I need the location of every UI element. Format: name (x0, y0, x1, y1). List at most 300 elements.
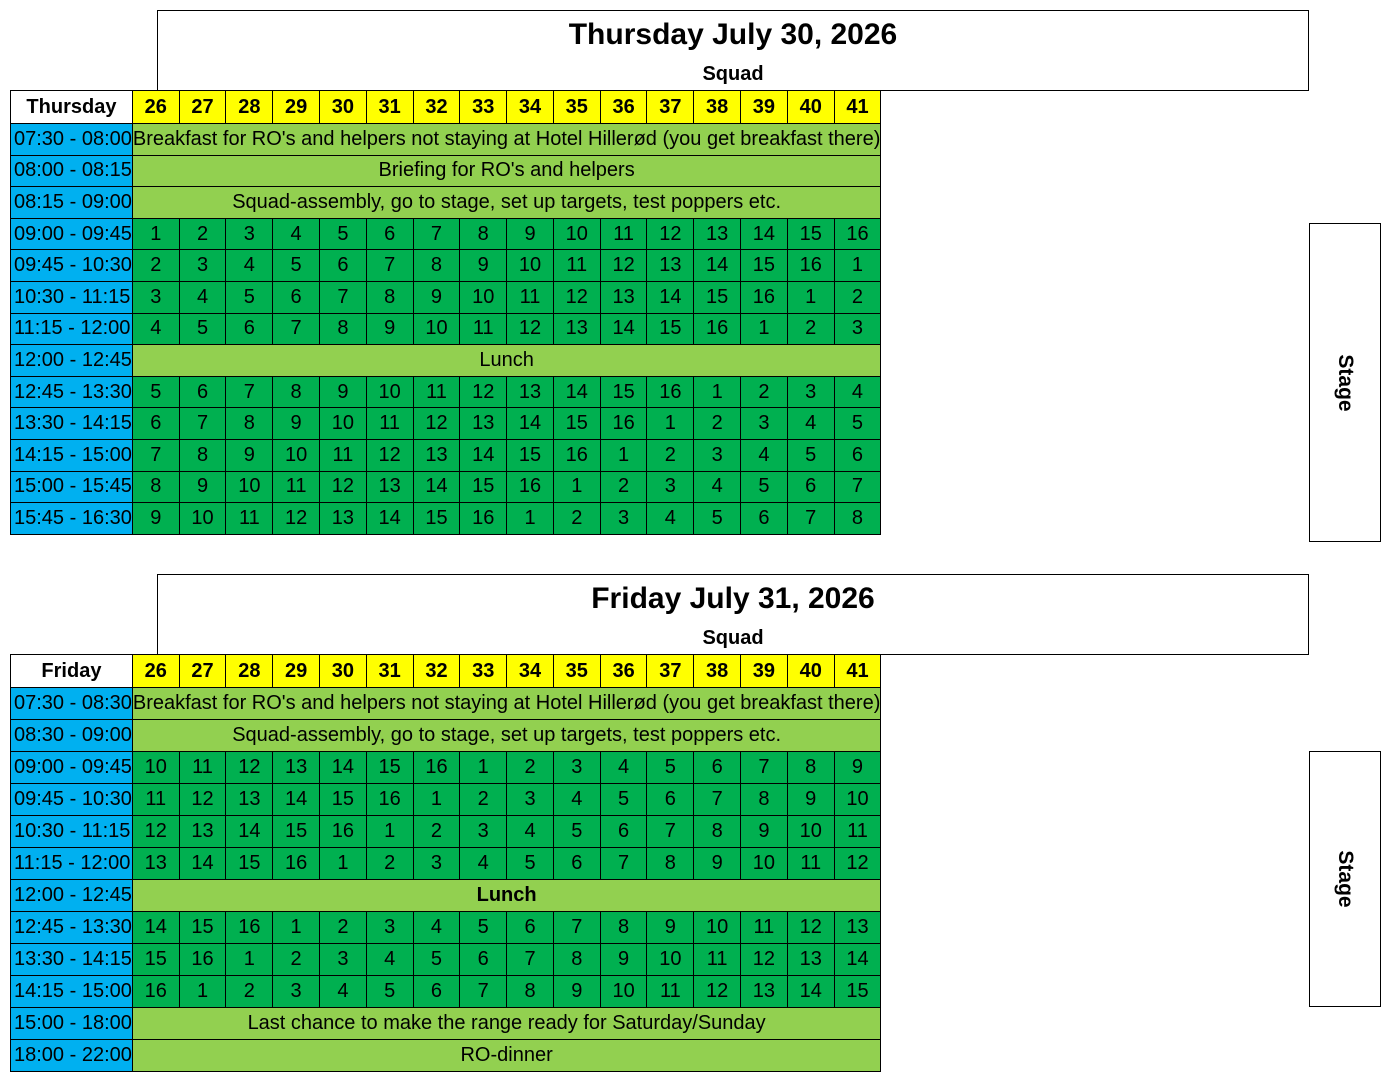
stage-number: 14 (507, 408, 554, 440)
stage-number: 5 (600, 784, 647, 816)
stage-number: 7 (179, 408, 226, 440)
stage-number: 7 (226, 376, 273, 408)
time-slot: 07:30 - 08:30 (11, 688, 133, 720)
stage-number: 9 (273, 408, 320, 440)
stage-number: 1 (460, 752, 507, 784)
stage-number: 4 (273, 218, 320, 250)
stage-number: 10 (320, 408, 367, 440)
day-label: Thursday (11, 91, 133, 124)
stage-number: 2 (553, 503, 600, 535)
stage-number: 8 (226, 408, 273, 440)
stage-number: 1 (179, 976, 226, 1008)
stage-number: 10 (132, 752, 179, 784)
squad-number: 33 (460, 91, 507, 124)
stage-number: 3 (413, 848, 460, 880)
stage-number: 1 (834, 250, 881, 282)
stage-number: 14 (132, 912, 179, 944)
stage-number: 3 (132, 281, 179, 313)
stage-number: 12 (741, 944, 788, 976)
stage-number: 3 (834, 313, 881, 345)
stage-number: 16 (273, 848, 320, 880)
stage-number: 10 (460, 281, 507, 313)
stage-number: 5 (320, 218, 367, 250)
stage-number: 2 (132, 250, 179, 282)
stage-number: 5 (179, 313, 226, 345)
stage-number: 12 (413, 408, 460, 440)
stage-label: Stage (1334, 353, 1357, 412)
stage-number: 13 (694, 218, 741, 250)
stage-number: 16 (413, 752, 460, 784)
stage-number: 3 (273, 976, 320, 1008)
stage-number: 9 (226, 439, 273, 471)
stage-number: 11 (647, 976, 694, 1008)
stage-number: 2 (647, 439, 694, 471)
squad-number: 27 (179, 91, 226, 124)
stage-number: 15 (741, 250, 788, 282)
stage-number: 3 (320, 944, 367, 976)
stage-number: 12 (834, 848, 881, 880)
stage-number: 16 (226, 912, 273, 944)
stage-number: 5 (741, 471, 788, 503)
stage-number: 10 (834, 784, 881, 816)
stage-number: 7 (787, 503, 834, 535)
stage-number: 11 (226, 503, 273, 535)
stage-number: 5 (647, 752, 694, 784)
stage-number: 2 (507, 752, 554, 784)
stage-number: 8 (600, 912, 647, 944)
squad-number: 40 (787, 91, 834, 124)
stage-number: 11 (320, 439, 367, 471)
stage-number: 10 (179, 503, 226, 535)
stage-number: 15 (834, 976, 881, 1008)
stage-number: 10 (787, 816, 834, 848)
squad-number: 35 (553, 91, 600, 124)
schedule-note: Breakfast for RO's and helpers not staying at Hotel Hillerød (you get breakfast there) (132, 688, 881, 720)
table-row (11, 720, 881, 752)
squad-number: 29 (273, 655, 320, 688)
stage-number: 16 (741, 281, 788, 313)
stage-number: 5 (132, 376, 179, 408)
table-row (11, 816, 881, 848)
stage-number: 7 (600, 848, 647, 880)
stage-number: 15 (507, 439, 554, 471)
stage-number: 14 (460, 439, 507, 471)
schedule-note: Squad-assembly, go to stage, set up targets, test poppers etc. (132, 720, 881, 752)
stage-number: 10 (553, 218, 600, 250)
squad-number: 31 (366, 91, 413, 124)
stage-number: 15 (460, 471, 507, 503)
stage-number: 8 (741, 784, 788, 816)
time-slot: 09:45 - 10:30 (11, 250, 133, 282)
stage-number: 11 (787, 848, 834, 880)
time-slot: 18:00 - 22:00 (11, 1040, 133, 1072)
stage-number: 5 (226, 281, 273, 313)
time-slot: 15:00 - 15:45 (11, 471, 133, 503)
stage-number: 1 (226, 944, 273, 976)
stage-number: 16 (507, 471, 554, 503)
squad-number: 34 (507, 91, 554, 124)
time-slot: 09:45 - 10:30 (11, 784, 133, 816)
stage-number: 8 (460, 218, 507, 250)
stage-number: 8 (694, 816, 741, 848)
stage-number: 8 (507, 976, 554, 1008)
stage-number: 6 (741, 503, 788, 535)
stage-number: 11 (460, 313, 507, 345)
stage-number: 11 (507, 281, 554, 313)
stage-number: 2 (273, 944, 320, 976)
stage-number: 5 (787, 439, 834, 471)
stage-number: 2 (787, 313, 834, 345)
stage-number: 7 (320, 281, 367, 313)
squad-number: 37 (647, 655, 694, 688)
stage-number: 16 (179, 944, 226, 976)
stage-number: 11 (132, 784, 179, 816)
stage-number: 15 (600, 376, 647, 408)
table-row (11, 1040, 881, 1072)
squad-number: 40 (787, 655, 834, 688)
stage-number: 7 (834, 471, 881, 503)
squad-number: 26 (132, 91, 179, 124)
stage-number: 2 (413, 816, 460, 848)
stage-number: 15 (413, 503, 460, 535)
stage-number: 6 (413, 976, 460, 1008)
stage-number: 13 (132, 848, 179, 880)
stage-number: 13 (553, 313, 600, 345)
stage-number: 13 (366, 471, 413, 503)
stage-number: 2 (834, 281, 881, 313)
stage-label: Stage (1334, 850, 1357, 908)
stage-number: 14 (600, 313, 647, 345)
stage-number: 14 (320, 752, 367, 784)
stage-number: 14 (787, 976, 834, 1008)
stage-number: 1 (320, 848, 367, 880)
schedule-title: Thursday July 30, 2026 (157, 10, 1309, 58)
stage-number: 1 (647, 408, 694, 440)
stage-number: 9 (179, 471, 226, 503)
squad-number: 38 (694, 91, 741, 124)
stage-number: 7 (741, 752, 788, 784)
squad-number: 31 (366, 655, 413, 688)
table-row (11, 250, 881, 282)
squad-number: 41 (834, 91, 881, 124)
stage-number: 15 (320, 784, 367, 816)
squad-number: 34 (507, 655, 554, 688)
stage-number: 4 (787, 408, 834, 440)
stage-number: 3 (460, 816, 507, 848)
stage-number: 9 (647, 912, 694, 944)
stage-number: 8 (320, 313, 367, 345)
time-slot: 11:15 - 12:00 (11, 313, 133, 345)
stage-number: 5 (834, 408, 881, 440)
stage-number: 12 (647, 218, 694, 250)
stage-number: 16 (320, 816, 367, 848)
stage-number: 1 (553, 471, 600, 503)
stage-number: 7 (694, 784, 741, 816)
stage-number: 9 (787, 784, 834, 816)
stage-number: 10 (647, 944, 694, 976)
stage-number: 15 (226, 848, 273, 880)
table-row (11, 345, 881, 377)
stage-number: 12 (600, 250, 647, 282)
stage-number: 12 (553, 281, 600, 313)
stage-number: 3 (694, 439, 741, 471)
stage-number: 9 (366, 313, 413, 345)
time-slot: 12:00 - 12:45 (11, 345, 133, 377)
time-slot: 12:45 - 13:30 (11, 376, 133, 408)
stage-number: 4 (647, 503, 694, 535)
stage-number: 15 (647, 313, 694, 345)
stage-number: 14 (366, 503, 413, 535)
stage-number: 6 (179, 376, 226, 408)
table-row (11, 944, 881, 976)
stage-number: 8 (647, 848, 694, 880)
squad-number: 36 (600, 91, 647, 124)
squad-number: 32 (413, 91, 460, 124)
stage-number: 4 (834, 376, 881, 408)
stage-number: 14 (647, 281, 694, 313)
stage-number: 6 (320, 250, 367, 282)
time-slot: 14:15 - 15:00 (11, 439, 133, 471)
stage-number: 6 (226, 313, 273, 345)
stage-number: 14 (273, 784, 320, 816)
stage-number: 1 (413, 784, 460, 816)
stage-number: 13 (787, 944, 834, 976)
stage-number: 9 (132, 503, 179, 535)
stage-number: 13 (600, 281, 647, 313)
stage-number: 2 (600, 471, 647, 503)
time-slot: 09:00 - 09:45 (11, 218, 133, 250)
squad-number: 26 (132, 655, 179, 688)
stage-number: 15 (273, 816, 320, 848)
stage-number: 13 (273, 752, 320, 784)
table-row (11, 503, 881, 535)
stage-number: 7 (366, 250, 413, 282)
table-row (11, 784, 881, 816)
time-slot: 15:45 - 16:30 (11, 503, 133, 535)
stage-number: 8 (132, 471, 179, 503)
stage-number: 6 (647, 784, 694, 816)
stage-number: 11 (413, 376, 460, 408)
stage-number: 9 (320, 376, 367, 408)
stage-number: 16 (694, 313, 741, 345)
squad-header-label: Squad (157, 57, 1309, 91)
stage-number: 14 (226, 816, 273, 848)
squad-number: 28 (226, 91, 273, 124)
stage-number: 4 (553, 784, 600, 816)
stage-number: 6 (366, 218, 413, 250)
stage-number: 11 (273, 471, 320, 503)
stage-number: 13 (507, 376, 554, 408)
time-slot: 14:15 - 15:00 (11, 976, 133, 1008)
stage-number: 15 (787, 218, 834, 250)
stage-number: 14 (413, 471, 460, 503)
stage-number: 13 (179, 816, 226, 848)
time-slot: 10:30 - 11:15 (11, 816, 133, 848)
stage-number: 12 (132, 816, 179, 848)
stage-number: 5 (694, 503, 741, 535)
time-slot: 12:00 - 12:45 (11, 880, 133, 912)
stage-number: 16 (600, 408, 647, 440)
stage-number: 5 (413, 944, 460, 976)
stage-number: 11 (179, 752, 226, 784)
time-slot: 08:30 - 09:00 (11, 720, 133, 752)
schedule-note: Breakfast for RO's and helpers not staying at Hotel Hillerød (you get breakfast there) (132, 124, 881, 156)
stage-number: 10 (741, 848, 788, 880)
stage-number: 12 (273, 503, 320, 535)
stage-number: 2 (694, 408, 741, 440)
stage-number: 4 (366, 944, 413, 976)
stage-number: 6 (273, 281, 320, 313)
table-row (11, 880, 881, 912)
stage-number: 6 (553, 848, 600, 880)
table-row (11, 281, 881, 313)
squad-number: 41 (834, 655, 881, 688)
squad-number: 39 (741, 91, 788, 124)
stage-number: 8 (366, 281, 413, 313)
stage-number: 12 (179, 784, 226, 816)
table-row (11, 439, 881, 471)
stage-number: 11 (741, 912, 788, 944)
stage-number: 8 (179, 439, 226, 471)
stage-number: 3 (647, 471, 694, 503)
stage-number: 11 (834, 816, 881, 848)
stage-number: 3 (741, 408, 788, 440)
stage-label-box (1309, 751, 1381, 1007)
stage-number: 11 (694, 944, 741, 976)
stage-number: 9 (600, 944, 647, 976)
time-slot: 11:15 - 12:00 (11, 848, 133, 880)
stage-number: 10 (694, 912, 741, 944)
stage-number: 7 (132, 439, 179, 471)
stage-number: 5 (460, 912, 507, 944)
table-row (11, 688, 881, 720)
stage-number: 12 (320, 471, 367, 503)
stage-number: 14 (694, 250, 741, 282)
squad-header-label: Squad (157, 621, 1309, 655)
stage-label-box (1309, 223, 1381, 542)
stage-number: 2 (366, 848, 413, 880)
stage-number: 9 (413, 281, 460, 313)
stage-number: 4 (413, 912, 460, 944)
table-row (11, 976, 881, 1008)
stage-number: 9 (741, 816, 788, 848)
stage-number: 10 (366, 376, 413, 408)
schedule-note: Briefing for RO's and helpers (132, 155, 881, 187)
stage-number: 16 (553, 439, 600, 471)
table-row (11, 1008, 881, 1040)
stage-number: 12 (507, 313, 554, 345)
stage-number: 15 (132, 944, 179, 976)
stage-number: 16 (366, 784, 413, 816)
stage-number: 1 (787, 281, 834, 313)
stage-number: 7 (460, 976, 507, 1008)
time-slot: 08:00 - 08:15 (11, 155, 133, 187)
stage-number: 7 (647, 816, 694, 848)
stage-number: 16 (132, 976, 179, 1008)
stage-number: 12 (226, 752, 273, 784)
stage-number: 12 (460, 376, 507, 408)
day-label: Friday (11, 655, 133, 688)
stage-number: 7 (507, 944, 554, 976)
time-slot: 08:15 - 09:00 (11, 187, 133, 219)
stage-number: 5 (553, 816, 600, 848)
stage-number: 15 (179, 912, 226, 944)
table-row (11, 471, 881, 503)
time-slot: 13:30 - 14:15 (11, 944, 133, 976)
stage-number: 2 (741, 376, 788, 408)
stage-number: 2 (460, 784, 507, 816)
stage-number: 10 (226, 471, 273, 503)
table-row (11, 155, 881, 187)
stage-number: 3 (226, 218, 273, 250)
table-row (11, 912, 881, 944)
stage-number: 11 (600, 218, 647, 250)
squad-number: 29 (273, 91, 320, 124)
schedule-table (10, 90, 881, 535)
stage-number: 13 (834, 912, 881, 944)
stage-number: 7 (553, 912, 600, 944)
stage-number: 14 (741, 218, 788, 250)
stage-number: 1 (132, 218, 179, 250)
stage-number: 13 (226, 784, 273, 816)
stage-number: 4 (179, 281, 226, 313)
stage-number: 2 (226, 976, 273, 1008)
stage-number: 8 (413, 250, 460, 282)
stage-number: 1 (366, 816, 413, 848)
stage-number: 9 (834, 752, 881, 784)
stage-number: 13 (741, 976, 788, 1008)
squad-number: 39 (741, 655, 788, 688)
stage-number: 15 (694, 281, 741, 313)
stage-number: 5 (273, 250, 320, 282)
stage-number: 6 (132, 408, 179, 440)
schedule-note: Lunch (132, 880, 881, 912)
stage-number: 6 (600, 816, 647, 848)
table-row (11, 124, 881, 156)
stage-number: 9 (460, 250, 507, 282)
stage-number: 11 (553, 250, 600, 282)
stage-number: 9 (553, 976, 600, 1008)
stage-number: 6 (694, 752, 741, 784)
stage-number: 4 (226, 250, 273, 282)
stage-number: 15 (553, 408, 600, 440)
stage-number: 16 (647, 376, 694, 408)
stage-number: 4 (741, 439, 788, 471)
table-row (11, 187, 881, 219)
stage-number: 5 (366, 976, 413, 1008)
stage-number: 14 (553, 376, 600, 408)
stage-number: 3 (507, 784, 554, 816)
squad-number: 27 (179, 655, 226, 688)
stage-number: 7 (273, 313, 320, 345)
stage-number: 3 (553, 752, 600, 784)
stage-number: 15 (366, 752, 413, 784)
stage-number: 4 (507, 816, 554, 848)
squad-number: 37 (647, 91, 694, 124)
stage-number: 8 (273, 376, 320, 408)
time-slot: 12:45 - 13:30 (11, 912, 133, 944)
stage-number: 4 (460, 848, 507, 880)
stage-number: 2 (179, 218, 226, 250)
stage-number: 3 (366, 912, 413, 944)
table-row (11, 752, 881, 784)
stage-number: 9 (507, 218, 554, 250)
stage-number: 12 (366, 439, 413, 471)
stage-number: 4 (132, 313, 179, 345)
schedule-note: RO-dinner (132, 1040, 881, 1072)
time-slot: 15:00 - 18:00 (11, 1008, 133, 1040)
stage-number: 13 (413, 439, 460, 471)
